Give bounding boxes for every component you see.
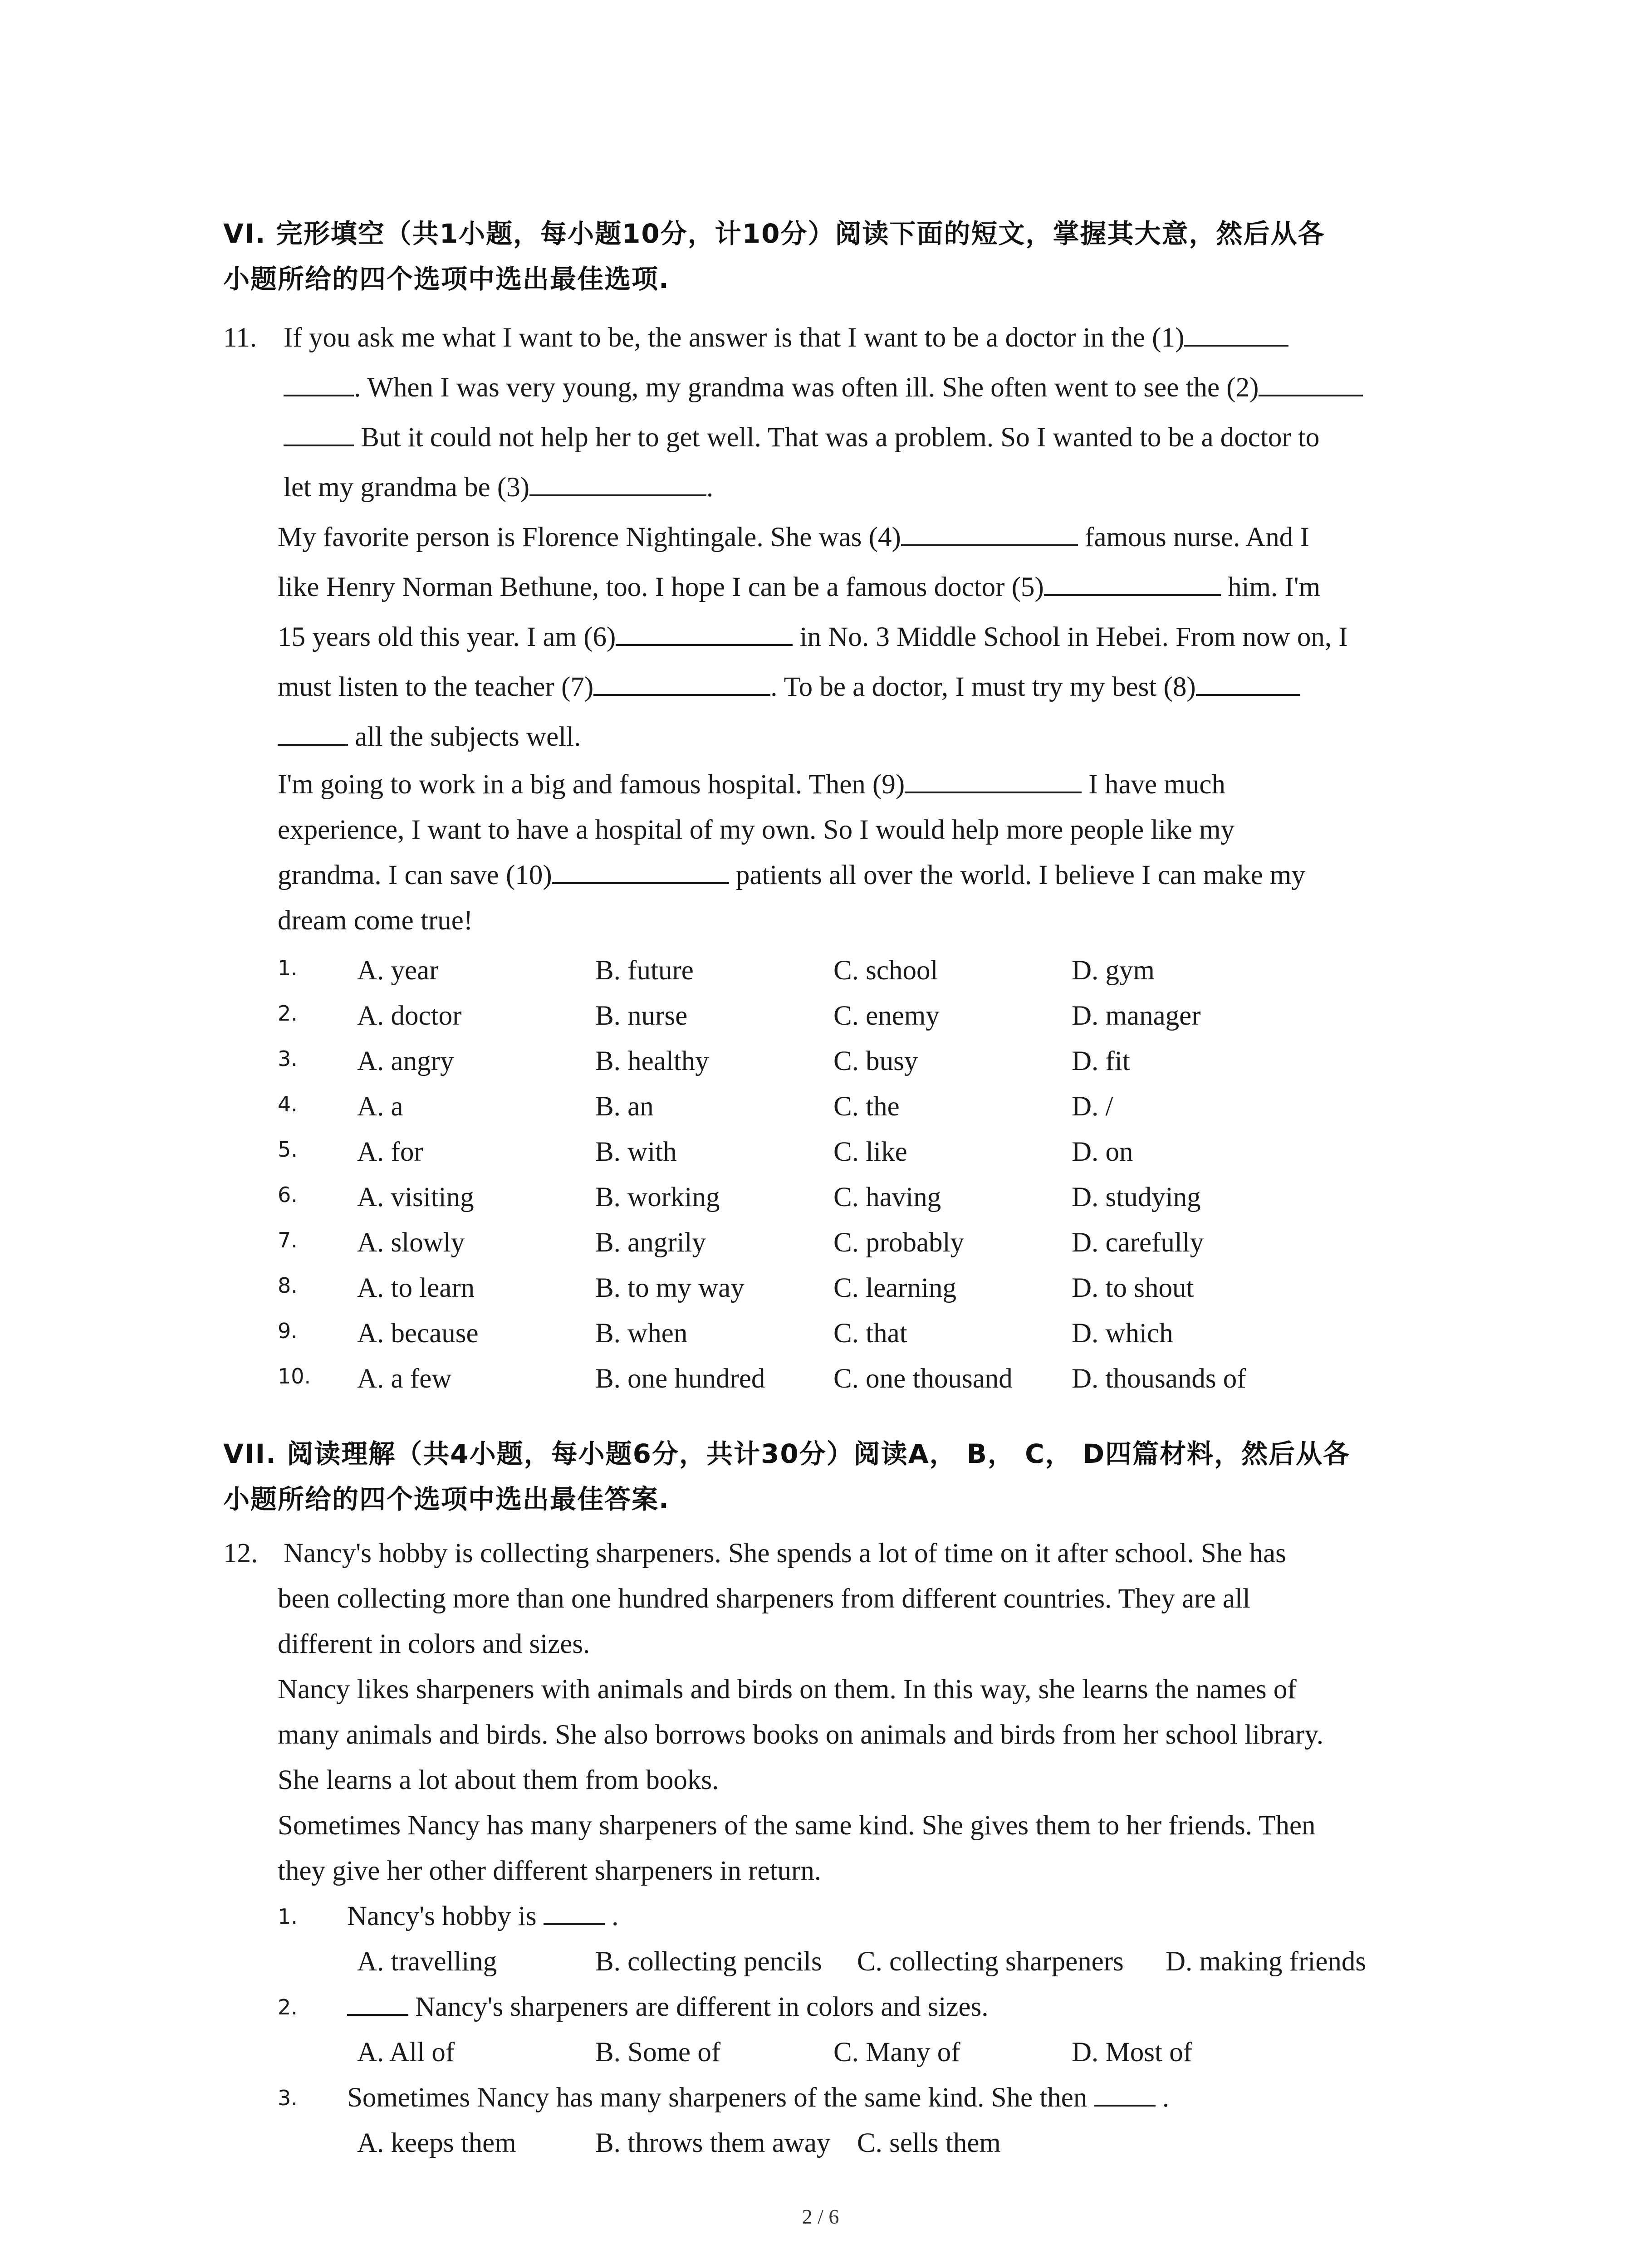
passage-text: experience, I want to have a hospital of my own. So I would help more people like my xyxy=(278,815,1235,845)
option-c[interactable]: C. that xyxy=(833,1318,907,1349)
option-c[interactable]: C. the xyxy=(833,1091,900,1122)
passage-text: Sometimes Nancy has many sharpeners of the same kind. She gives them to her friends. Then xyxy=(278,1810,1316,1841)
passage-text: dream come true! xyxy=(278,905,473,936)
option-a[interactable]: A. because xyxy=(357,1318,479,1349)
passage-text: But it could not help her to get well. That was a problem. So I wanted to be a doctor to xyxy=(354,422,1320,453)
option-number: 9. xyxy=(278,1319,298,1343)
option-b[interactable]: B. an xyxy=(595,1091,654,1122)
option-c[interactable]: C. collecting sharpeners xyxy=(857,1946,1124,1977)
question-11-passage-p3 xyxy=(278,762,1466,943)
option-c[interactable]: C. learning xyxy=(833,1273,957,1303)
passage-text: must listen to the teacher (7) xyxy=(278,672,594,702)
option-a[interactable]: A. doctor xyxy=(357,1001,462,1031)
passage-text: . When I was very young, my grandma was often ill. She often went to see the (2) xyxy=(354,372,1259,403)
answer-blank xyxy=(544,1898,605,1925)
blank-10 xyxy=(552,857,729,884)
option-b[interactable]: B. collecting pencils xyxy=(595,1946,822,1977)
question-11-number: 11. xyxy=(223,323,257,353)
option-b[interactable]: B. when xyxy=(595,1318,688,1349)
stem-text: Nancy's hobby is xyxy=(347,1901,544,1931)
option-a[interactable]: A. a few xyxy=(357,1364,452,1394)
option-d[interactable]: D. / xyxy=(1072,1091,1113,1122)
q11-options-row-10 xyxy=(278,1356,1466,1402)
passage-text: . xyxy=(706,472,714,503)
answer-blank xyxy=(1094,2079,1156,2107)
section-6-heading-line1: VI. 完形填空（共1小题，每小题10分，计10分）阅读下面的短文，掌握其大意，然后从各 xyxy=(223,218,1325,249)
option-d[interactable]: D. Most of xyxy=(1072,2037,1193,2068)
q12-subq-3-stem xyxy=(347,2075,1169,2121)
option-number: 2. xyxy=(278,1001,298,1026)
blank-5 xyxy=(1044,569,1221,596)
option-c[interactable]: C. busy xyxy=(833,1046,918,1076)
q11-options-row-2 xyxy=(278,993,1466,1039)
option-b[interactable]: B. future xyxy=(595,955,694,986)
option-c[interactable]: C. enemy xyxy=(833,1001,940,1031)
option-b[interactable]: B. throws them away xyxy=(595,2128,831,2158)
option-b[interactable]: B. Some of xyxy=(595,2037,721,2068)
passage-text: 15 years old this year. I am (6) xyxy=(278,622,616,652)
q11-options-row-8 xyxy=(278,1266,1466,1311)
passage-text: grandma. I can save (10) xyxy=(278,860,552,890)
blank-6 xyxy=(616,619,793,646)
option-number: 6. xyxy=(278,1183,298,1207)
blank-3 xyxy=(529,469,706,496)
option-d[interactable]: D. manager xyxy=(1072,1001,1201,1031)
blank-1 xyxy=(1184,319,1288,347)
q11-options-row-7 xyxy=(278,1220,1466,1266)
passage-text: I'm going to work in a big and famous hospital. Then (9) xyxy=(278,769,905,800)
option-d[interactable]: D. on xyxy=(1072,1137,1133,1167)
blank-2 xyxy=(1259,369,1363,396)
passage-text: famous nurse. And I xyxy=(1078,522,1309,552)
q11-options-row-4 xyxy=(278,1084,1466,1129)
blank-7 xyxy=(593,669,770,696)
option-c[interactable]: C. school xyxy=(833,955,938,986)
passage-text: they give her other different sharpeners in return. xyxy=(278,1856,822,1886)
option-c[interactable]: C. Many of xyxy=(833,2037,960,2068)
answer-blank xyxy=(347,1989,408,2016)
q12-subq-2-options xyxy=(278,2030,1466,2075)
option-a[interactable]: A. a xyxy=(357,1091,403,1122)
option-b[interactable]: B. one hundred xyxy=(595,1364,765,1394)
option-b[interactable]: B. nurse xyxy=(595,1001,688,1031)
option-d[interactable]: D. carefully xyxy=(1072,1227,1204,1258)
option-a[interactable]: A. travelling xyxy=(357,1946,497,1977)
passage-text: like Henry Norman Bethune, too. I hope I can be a famous doctor (5) xyxy=(278,572,1044,602)
section-7-heading-line1: VII. 阅读理解（共4小题，每小题6分，共计30分）阅读A， B， C， D四篇材料，然后从各 xyxy=(223,1438,1351,1469)
option-number: 3. xyxy=(278,1046,298,1071)
blank-4 xyxy=(901,519,1078,546)
q12-subq-3-number: 3. xyxy=(278,2086,298,2110)
passage-text: I have much xyxy=(1082,769,1225,800)
option-d[interactable]: D. studying xyxy=(1072,1182,1201,1212)
q11-options-row-5 xyxy=(278,1129,1466,1175)
q11-options-row-1 xyxy=(278,948,1466,993)
q12-subq-1-stem xyxy=(347,1894,618,1939)
option-number: 8. xyxy=(278,1273,298,1298)
option-b[interactable]: B. healthy xyxy=(595,1046,709,1076)
option-d[interactable]: D. to shout xyxy=(1072,1273,1194,1303)
question-12-passage-line1: Nancy's hobby is collecting sharpeners. She spends a lot of time on it after school. She has xyxy=(284,1538,1286,1569)
option-d[interactable]: D. thousands of xyxy=(1072,1364,1246,1394)
q11-options-row-9 xyxy=(278,1311,1466,1356)
option-a[interactable]: A. for xyxy=(357,1137,423,1167)
q11-options-row-3 xyxy=(278,1039,1466,1084)
option-c[interactable]: C. probably xyxy=(833,1227,965,1258)
question-12-number: 12. xyxy=(223,1538,258,1569)
passage-text: Nancy likes sharpeners with animals and birds on them. In this way, she learns the names of xyxy=(278,1674,1297,1705)
option-number: 10. xyxy=(278,1364,311,1388)
q12-subq-2-number: 2. xyxy=(278,1995,298,2019)
passage-text: patients all over the world. I believe I can make my xyxy=(729,860,1306,890)
option-a[interactable]: A. visiting xyxy=(357,1182,474,1212)
option-d[interactable]: D. fit xyxy=(1072,1046,1130,1076)
option-a[interactable]: A. angry xyxy=(357,1046,454,1076)
q12-subq-1-number: 1. xyxy=(278,1904,298,1929)
option-number: 5. xyxy=(278,1137,298,1162)
option-b[interactable]: B. to my way xyxy=(595,1273,745,1303)
q12-subq-2-stem xyxy=(347,1984,989,2030)
passage-text: him. I'm xyxy=(1220,572,1321,602)
passage-text: . To be a doctor, I must try my best (8) xyxy=(770,672,1196,702)
option-number: 1. xyxy=(278,956,298,980)
passage-text: in No. 3 Middle School in Hebei. From now on, I xyxy=(793,622,1348,652)
option-c[interactable]: C. one thousand xyxy=(833,1364,1013,1394)
passage-text: If you ask me what I want to be, the answer is that I want to be a doctor in the (1) xyxy=(284,323,1185,353)
question-12-passage xyxy=(278,1576,1466,1894)
passage-text: been collecting more than one hundred sharpeners from different countries. They are all xyxy=(278,1584,1250,1614)
passage-text: She learns a lot about them from books. xyxy=(278,1765,719,1795)
option-d[interactable]: D. making friends xyxy=(1166,1946,1367,1977)
option-a[interactable]: A. All of xyxy=(357,2037,455,2068)
section-6-heading-line2: 小题所给的四个选项中选出最佳选项. xyxy=(223,264,670,294)
option-d[interactable]: D. gym xyxy=(1072,955,1155,986)
option-a[interactable]: A. year xyxy=(357,955,439,986)
option-d[interactable]: D. which xyxy=(1072,1318,1173,1349)
stem-text: Nancy's sharpeners are different in colors and sizes. xyxy=(408,1992,989,2022)
passage-text: let my grandma be (3) xyxy=(284,472,530,503)
blank-2-cont xyxy=(284,419,354,446)
blank-8 xyxy=(1196,669,1300,696)
blank-9 xyxy=(905,766,1082,793)
option-a[interactable]: A. keeps them xyxy=(357,2128,516,2158)
option-b[interactable]: B. working xyxy=(595,1182,720,1212)
q11-options-row-6 xyxy=(278,1175,1466,1220)
stem-text: . xyxy=(604,1901,619,1931)
option-b[interactable]: B. with xyxy=(595,1137,677,1167)
passage-text: different in colors and sizes. xyxy=(278,1629,590,1659)
q12-subq-1-options xyxy=(278,1939,1466,1984)
option-c[interactable]: C. having xyxy=(833,1182,941,1212)
option-b[interactable]: B. angrily xyxy=(595,1227,706,1258)
page-number: 2 / 6 xyxy=(802,2205,839,2228)
option-a[interactable]: A. to learn xyxy=(357,1273,475,1303)
option-number: 4. xyxy=(278,1092,298,1116)
passage-text: My favorite person is Florence Nightingale. She was (4) xyxy=(278,522,901,552)
option-number: 7. xyxy=(278,1228,298,1252)
section-7-heading-line2: 小题所给的四个选项中选出最佳答案. xyxy=(223,1484,670,1515)
option-c[interactable]: C. like xyxy=(833,1137,907,1167)
option-c[interactable]: C. sells them xyxy=(857,2128,1001,2158)
question-11-passage-p2 xyxy=(278,513,1466,762)
q12-subq-3-options xyxy=(278,2121,1466,2166)
blank-1-cont xyxy=(284,369,354,396)
option-a[interactable]: A. slowly xyxy=(357,1227,465,1258)
blank-8-cont xyxy=(278,719,348,746)
passage-text: many animals and birds. She also borrows books on animals and birds from her school library. xyxy=(278,1720,1324,1750)
question-11-passage-p1 xyxy=(284,313,1472,513)
passage-text: all the subjects well. xyxy=(348,722,581,752)
stem-text: Sometimes Nancy has many sharpeners of the same kind. She then xyxy=(347,2082,1094,2113)
stem-text: . xyxy=(1155,2082,1170,2113)
